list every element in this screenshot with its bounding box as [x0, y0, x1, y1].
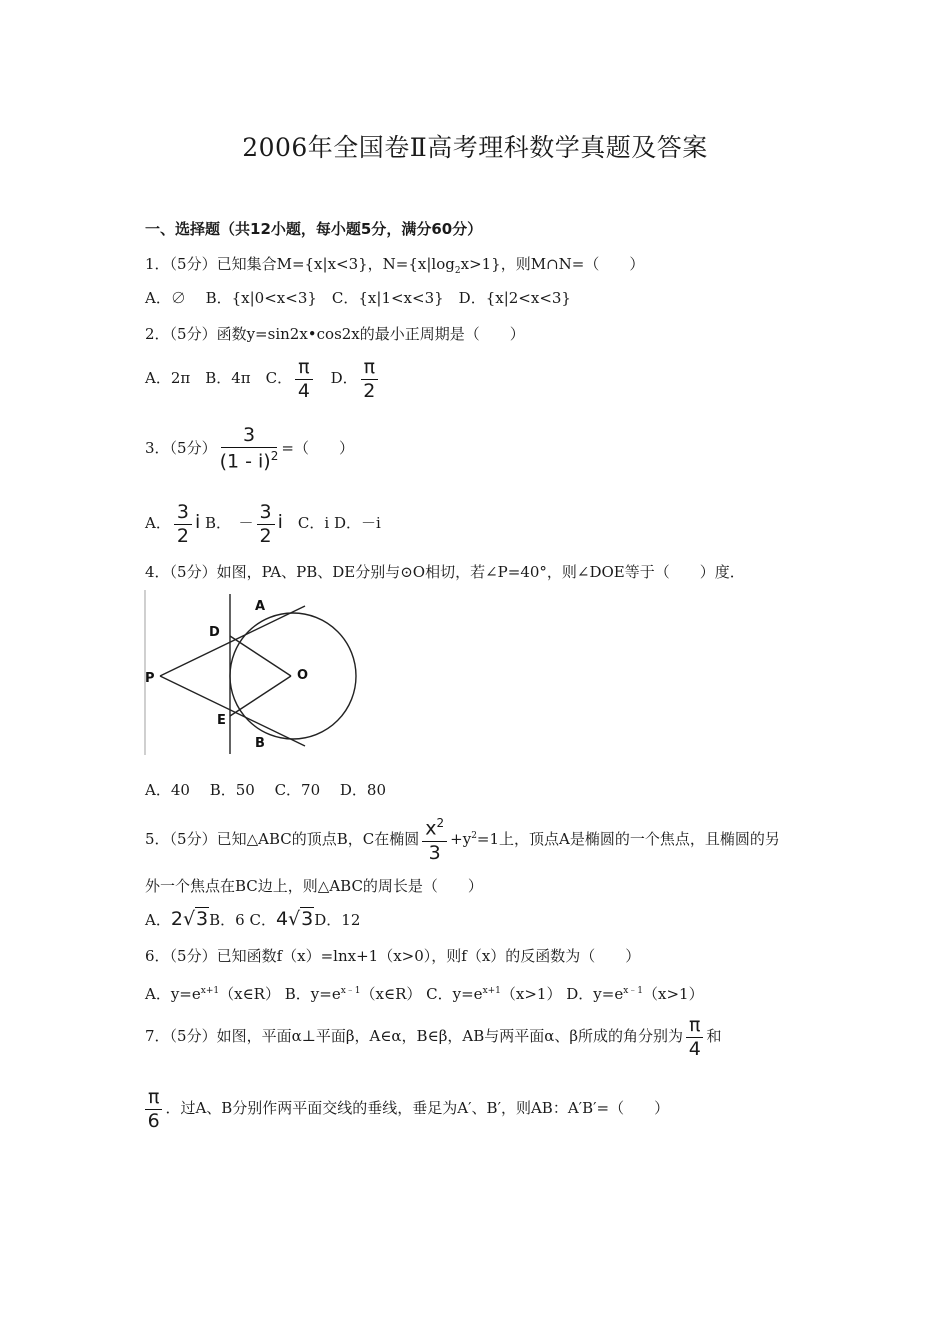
label-o: O — [297, 668, 309, 683]
question-7-line-2: $\frac{\pi}{6}$ ．过A、B分别作两平面交线的垂线，垂足为A′、B′，则AB：A′B′=（ ） — [145, 1084, 669, 1132]
question-1-options: A．∅ B．{x|0<x<3} C．{x|1<x<3} D．{x|2<x<3} — [145, 289, 571, 307]
question-1-stem: 1．（5分）已知集合M={x|x<3}，$N=\{x|\log_2x>1\}$，则M∩N=（ ） — [145, 255, 645, 276]
question-6-stem: 6．（5分）已知函数f（x）=lnx+1（x>0），则f（x）的反函数为（ ） — [145, 947, 641, 965]
segment-do — [230, 636, 291, 676]
fraction-pi-4-q7: $\frac{\pi}{4}$ — [686, 1016, 703, 1059]
question-4-options: A．40 B．50 C．70 D．80 — [145, 781, 387, 799]
tangent-circle-figure — [143, 590, 363, 760]
question-7-stem: 7．（5分）如图，平面α⊥平面β，A∈α，B∈β，AB与两平面α、β所成的角分别为 $\frac{\pi}{4}$ 和 — [145, 1013, 722, 1060]
tangent-line-pa — [160, 606, 305, 676]
fraction-pi-6: $\frac{\pi}{6}$ — [145, 1088, 162, 1131]
question-3-stem: 3．（5分） $\frac{3}{(1 - i)^2}$ =（ ） — [145, 424, 354, 473]
label-b: B — [255, 736, 265, 751]
radical-4-root-3: 4√3 — [275, 908, 314, 930]
question-4-stem: 4．（5分）如图，PA、PB、DE分别与⊙O相切，若∠P=40°，则∠DOE等于（ ）度． — [145, 563, 745, 581]
question-2-options: A．2π B．4π C． $\frac{\pi}{4}$ D． $\frac{\pi}{2}$ — [145, 356, 381, 401]
question-2-stem: 2．（5分）函数y=sin2x•cos2x的最小正周期是（ ） — [145, 325, 525, 343]
question-6-options: A．$y=e^{x+1}(x\in R)$ B．$y=e^{x﹣1}(x\in R)$ C．$y=e^{x+1}(x>1)$ D．$y=e^{x﹣1}(x>1)$ — [145, 985, 704, 1003]
radical-2-root-3: 2√3 — [170, 908, 209, 930]
label-p: P — [145, 671, 155, 686]
fraction-pi-2: $\frac{\pi}{2}$ — [361, 358, 378, 401]
page-title: 2006年全国卷Ⅱ高考理科数学真题及答案 — [242, 133, 708, 162]
section-heading: 一、选择题（共12小题，每小题5分，满分60分） — [145, 220, 483, 238]
segment-eo — [230, 676, 291, 716]
label-e: E — [217, 713, 226, 728]
question-5-stem: 5．（5分）已知△ABC的顶点B，C在椭圆 $\frac{x^2}{3}$ $+y^2=1$上，顶点A是椭圆的一个焦点，且椭圆的另 — [145, 816, 780, 864]
tangent-line-pb — [160, 676, 305, 746]
question-3-options: A． $\frac{3}{2}$ i B． － $\frac{3}{2}$ i C．i D．－i — [145, 500, 381, 547]
circle-o — [230, 613, 356, 739]
fraction-3-2-b: $\frac{3}{2}$ — [257, 503, 275, 546]
fraction-3-2: $\frac{3}{2}$ — [174, 503, 192, 546]
fraction-pi-4: $\frac{\pi}{4}$ — [295, 358, 312, 401]
question-5-line-2: 外一个焦点在BC边上，则△ABC的周长是（ ） — [145, 877, 483, 895]
label-a: A — [255, 599, 266, 614]
fraction-x-squared-over-3: $\frac{x^2}{3}$ — [422, 817, 447, 862]
fraction-3-over-1-minus-i-squared: $\frac{3}{(1 - i)^2}$ — [219, 424, 279, 473]
question-5-options: A．2√3B．6 C．4√3D．12 — [145, 908, 361, 930]
label-d: D — [209, 625, 220, 640]
